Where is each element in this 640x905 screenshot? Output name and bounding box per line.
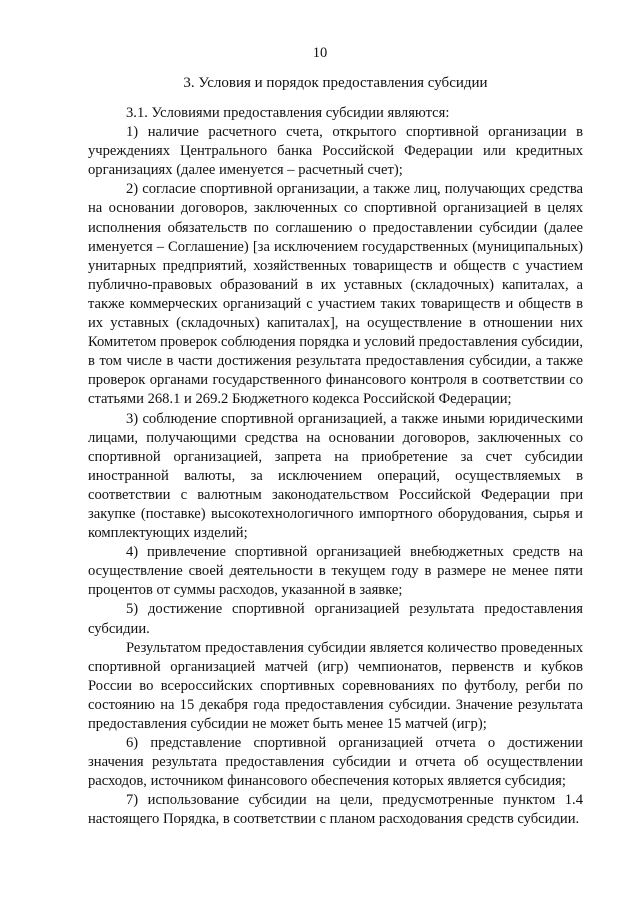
result-definition-paragraph: Результатом предоставления субсидии является количество проведенных спортивной организацией матчей (игр) чемпионатов, первенств и кубков России во всероссийских спортивных соревнованиях по футболу, регби по состоянию на 15 декабря года предоставления субсидии. Значение результата предоставления субсидии не может быть менее 15 матчей (игр); [88,639,583,732]
condition-6-paragraph: 6) представление спортивной организацией отчета о достижении значения результата предоставления субсидии и отчета об осуществлении расходов, источником финансового обеспечения которых является субсидия; [88,735,583,790]
condition-2-paragraph: 2) согласие спортивной организации, а также лиц, получающих средства на основании договоров, заключенных со спортивной организацией в целях исполнения обязательств по соглашению о предоставлении субсидии (далее именуется – Соглашение) [за исключением государственных (муниципальных) унитарных предприятий, хозяйственных товариществ и обществ с участием публично-правовых образований в их уставных (складочных) капиталах, а также коммерческих организаций с участием таких товариществ и обществ в их уставных (складочных) капиталах], на осуществление в отношении них Комитетом проверок соблюдения порядка и условий предоставления субсидии, в том числе в части достижения результата предоставления субсидии, а также проверок органами государственного финансового контроля в соответствии со статьями 268.1 и 269.2 Бюджетного кодекса Российской Федерации; [88,181,583,408]
document-body [88,104,583,830]
condition-3-paragraph: 3) соблюдение спортивной организацией, а также иными юридическими лицами, получающими средства на основании договоров, заключенных со спортивной организацией, запрета на приобретение за счет субсидии иностранной валюты, за исключением операций, осуществляемых в соответствии с валютным законодательством Российской Федерации при закупке (поставке) высокотехнологичного импортного оборудования, сырья и комплектующих изделий; [88,410,583,542]
condition-1-paragraph: 1) наличие расчетного счета, открытого спортивной организации в учреждениях Центрального банка Российской Федерации или кредитных организациях (далее именуется – расчетный счет); [88,124,583,179]
condition-7-paragraph: 7) использование субсидии на цели, предусмотренные пунктом 1.4 настоящего Порядка, в соответствии с планом расходования средств субсидии. [88,792,583,828]
condition-4-paragraph: 4) привлечение спортивной организацией внебюджетных средств на осуществление своей деятельности в текущем году в размере не менее пяти процентов от суммы расходов, указанной в заявке; [88,544,583,599]
clause-3-1: 3.1. Условиями предоставления субсидии являются: [126,105,450,121]
page-number: 10 [312,45,328,61]
condition-5-paragraph: 5) достижение спортивной организацией результата предоставления субсидии. [88,601,583,637]
section-title: 3. Условия и порядок предоставления субсидии [183,75,488,91]
